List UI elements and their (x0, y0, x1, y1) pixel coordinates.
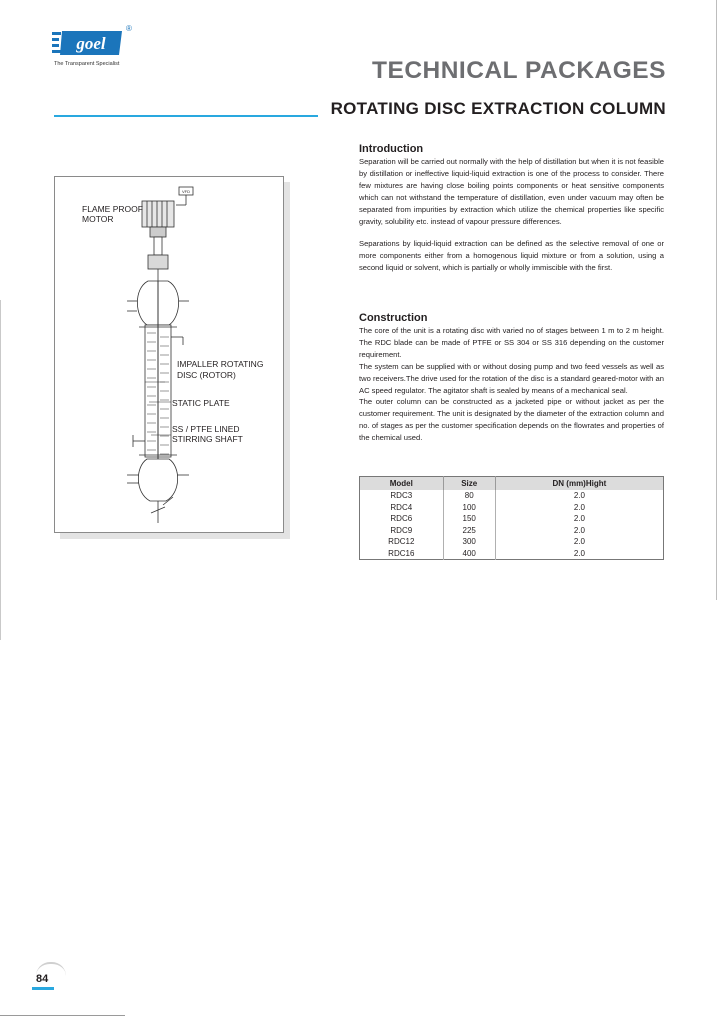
construction-paragraph-3: The outer column can be constructed as a jacketed pipe or without jacket as per the customer requirement. The unit is designated by the diameter of the extraction column and no. of stages as per the customer specification depends on the flowrates and properties of the chemical used. (359, 397, 664, 443)
construction-paragraph-2: The system can be supplied with or without dosing pump and two feed vessels as well as two receivers.The drive used for the rotation of the disc is a standard geared-motor with an AC speed regulator. The agitator shaft is sealed by means of a mechanical seal. (359, 361, 664, 395)
cell-size: 100 (443, 502, 495, 514)
page-number: 84 (36, 973, 49, 985)
page-number-underline (32, 987, 54, 990)
page-title: TECHNICAL PACKAGES (372, 57, 666, 84)
label-static-plate: STATIC PLATE (172, 398, 230, 408)
table-row (360, 502, 664, 514)
table-row (360, 513, 664, 525)
table-row (360, 525, 664, 537)
introduction-section (359, 142, 664, 274)
page-subtitle: ROTATING DISC EXTRACTION COLUMN (330, 99, 666, 118)
cell-height: 2.0 (573, 491, 585, 501)
cell-model: RDC16 (360, 548, 444, 560)
label-motor-line2: MOTOR (82, 214, 114, 224)
vfd-label: VFD (182, 189, 190, 194)
models-table (359, 476, 664, 560)
introduction-paragraph-2: Separations by liquid-liquid extraction can be defined as the selective removal of one or more components either from a homogenous liquid mixture or from a solution, using a second liquid or solvent, which is partially or wholly immiscible with the first. (359, 239, 664, 273)
table-row (360, 548, 664, 560)
table-row (360, 536, 664, 548)
table-header-row (360, 477, 664, 491)
column-drawing (55, 177, 285, 534)
registered-mark: ® (126, 24, 132, 33)
page-border-right (716, 0, 717, 600)
label-motor-line1: FLAME PROOF (82, 204, 143, 214)
cell-model: RDC6 (360, 513, 444, 525)
column-diagram (54, 176, 284, 533)
brand-tagline: The Transparent Specialist (54, 61, 120, 67)
brand-logo (52, 24, 142, 74)
cell-height: 2.0 (573, 525, 585, 535)
cell-size: 300 (443, 536, 495, 548)
title-divider (54, 115, 318, 117)
label-shaft-line2: STIRRING SHAFT (172, 434, 243, 444)
construction-paragraph-1: The core of the unit is a rotating disc with varied no of stages between 1 m to 2 m height. The RDC blade can be made of PTFE or SS 304 or SS 316 depending on the customer requirement. (359, 326, 664, 359)
cell-height: 2.0 (573, 514, 585, 524)
cell-height: 2.0 (573, 548, 585, 558)
label-shaft-line1: SS / PTFE LINED (172, 424, 240, 434)
header-model: Model (360, 477, 444, 491)
header-size: Size (443, 477, 495, 491)
cell-height: 2.0 (573, 502, 585, 512)
cell-model: RDC9 (360, 525, 444, 537)
label-rotor-line1: IMPALLER ROTATING (177, 359, 264, 369)
logo-mark-icon (52, 29, 124, 59)
cell-height: 2.0 (573, 537, 585, 547)
page-border-left (0, 300, 1, 640)
cell-size: 225 (443, 525, 495, 537)
cell-model: RDC12 (360, 536, 444, 548)
introduction-heading: Introduction (359, 143, 424, 155)
construction-section (359, 311, 664, 444)
cell-size: 80 (443, 490, 495, 502)
page-border-bottom (0, 1015, 125, 1016)
cell-model: RDC3 (360, 490, 444, 502)
label-rotor-line2: DISC (ROTOR) (177, 370, 236, 380)
introduction-paragraph-1: Separation will be carried out normally with the help of distillation but when it is not feasible by distillation or ineffective liquid-liquid extraction is one of the process to consider. There few mixtures are having close boiling points components or heat sensitive components which can not withstand the temperature of distillation, even under vacuum may often be separated from impurities by extraction which utilize the chemical properties like specific gravity, solubility etc. instead of vapour pressure differences. (359, 157, 664, 226)
cell-size: 150 (443, 513, 495, 525)
table-row (360, 490, 664, 502)
svg-text:goel: goel (76, 34, 106, 53)
header-dn-height: DN (mm)Hight (495, 477, 663, 491)
construction-heading: Construction (359, 312, 428, 324)
cell-size: 400 (443, 548, 495, 560)
cell-model: RDC4 (360, 502, 444, 514)
